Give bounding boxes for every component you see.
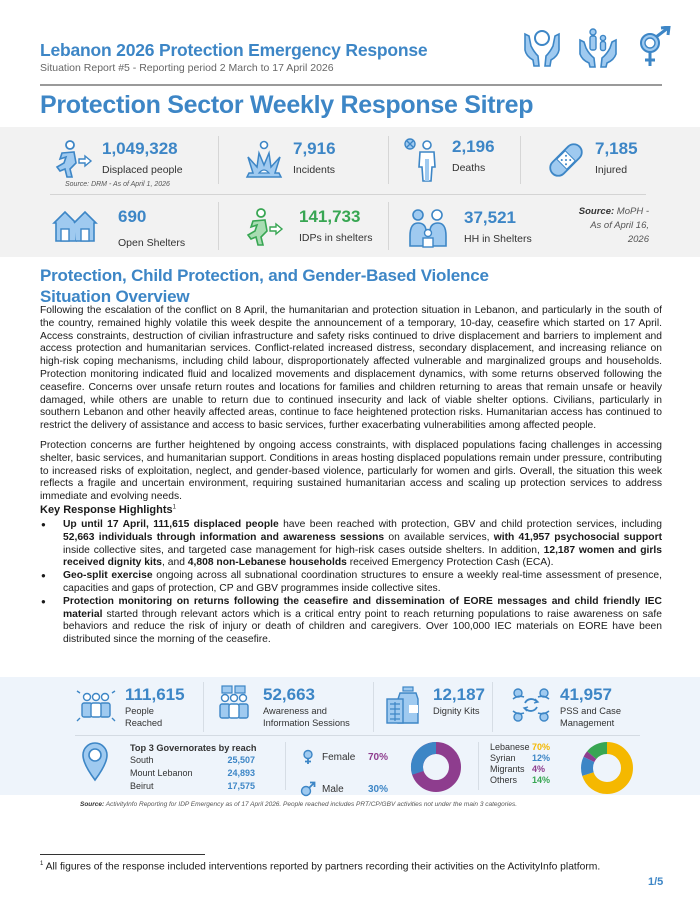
child-protection-hands-icon <box>576 26 620 68</box>
section-title <box>40 265 489 307</box>
text: have been reached with protection, GBV and child protection services, including <box>278 519 662 530</box>
governorate-row <box>130 754 256 767</box>
kpi-source-moph <box>575 205 649 247</box>
list-item <box>40 570 662 596</box>
kpi-value: 141,733 <box>299 207 361 226</box>
header-icons <box>520 26 676 68</box>
governorate-value: 25,507 <box>227 755 255 765</box>
nationality-label: Lebanese <box>490 742 530 752</box>
gender-symbol-icon <box>632 26 676 68</box>
bandage-icon <box>545 139 587 181</box>
governorate-value: 17,575 <box>227 780 255 791</box>
label-line: Awareness and <box>263 706 327 716</box>
bold-text: Geo-split exercise <box>63 570 153 582</box>
gender-breakdown <box>300 745 388 801</box>
kpi-label: Displaced people <box>102 164 183 176</box>
nationality-row <box>490 753 550 764</box>
report-subtitle: Situation Report #5 - Reporting period 2 March to 17 April 2026 <box>40 62 334 74</box>
response-value: 12,187 <box>433 685 485 704</box>
label-line: Information Sessions <box>263 717 350 728</box>
nationality-pct: 4% <box>532 764 546 774</box>
nationality-pct: 70% <box>532 742 551 752</box>
male-icon <box>300 781 316 797</box>
divider <box>218 136 219 184</box>
kpi-deaths <box>402 137 495 183</box>
response-label <box>263 706 350 729</box>
kpi-label: Incidents <box>293 164 336 176</box>
text: on available services, <box>384 531 494 543</box>
response-value: 111,615 <box>125 685 185 704</box>
family-icon <box>408 208 450 250</box>
response-row-divider <box>75 735 640 736</box>
kpi-label: Deaths <box>452 162 486 174</box>
female-icon <box>300 749 316 765</box>
divider <box>478 742 479 790</box>
label-line: People <box>125 706 154 716</box>
footnote <box>40 861 600 872</box>
governorate-name: Beirut <box>130 780 154 791</box>
nationality-donut-chart <box>580 741 634 795</box>
kpi-open-shelters <box>52 207 185 249</box>
pss-case-management-icon <box>510 685 552 725</box>
page-title: Protection Sector Weekly Response Sitrep <box>40 91 534 119</box>
text: ongoing across all subnational coordination structures to ensure a weekly real-time assessment of presence, capacities and gaps of protection, CP and GBV programmes inside collective sites. <box>63 570 662 594</box>
protection-hands-icon <box>520 26 564 68</box>
houses-icon <box>52 207 98 243</box>
response-label <box>125 706 185 729</box>
response-source <box>80 801 517 808</box>
kpi-value: 1,049,328 <box>102 139 178 158</box>
kpi-value: 37,521 <box>464 208 516 227</box>
governorate-name: South <box>130 755 154 765</box>
list-item <box>40 596 662 647</box>
kpi-label: Injured <box>595 164 628 176</box>
bold-text: 4,808 non-Lebanese households <box>187 557 347 569</box>
text: received Emergency Protection Cash (ECA). <box>346 557 554 569</box>
bold-text: 12,187 women and girls received dignity kits <box>63 544 662 569</box>
source-text: ActivityInfo Reporting for IDP Emergency as of 17 April 2026. People reached includes PRT/CP/GBV activities not under the main 3 categories. <box>104 801 518 808</box>
bold-text: 52,663 individuals through information and awareness sessions <box>63 531 385 543</box>
people-reached-icon <box>75 685 117 725</box>
text: inside collective sites, and targeted case management for high-risk cases outside shelters. In addition, <box>63 544 544 556</box>
nationality-row <box>490 764 550 775</box>
awareness-sessions-icon <box>213 685 255 725</box>
governorate-row <box>130 780 256 793</box>
overview-paragraph-1: Following the escalation of the conflict on 8 April, the humanitarian and protection situation in Lebanon, and particularly in the south of the country, remained highly volatile this week despite the announcement of a temporary, 10-day, ceasefire which started on 17 April. Access constraints, destruction of civilian infrastructure and safety risks continued to drive displacement and barriers to implement and access protection and humanitarian services. Conflict-related increased distress, secondary displacement, and increasing reliance on high-risk coping mechanisms, including child labour, disproportionately affected vulnerable and marginalized groups and households. Protection monitoring indicated fluid and localized movements and displacement dynamics, with some returns observed following the ceasefire. Concerns over unsafe return routes and locations for families and children returning to areas that remain unsafe or heavily damaged, while others are unable to return due to continued insecurity and lack of viable shelter options. Civilians, particularly in southern Lebanon and other heavily affected areas, continue to face heightened protection risks. Humanitarian access has continued to restrict the delivery of assistance and access to basic services, further exacerbating vulnerabilities among affected people. <box>40 305 662 432</box>
gender-row-male <box>300 777 388 801</box>
footnote-divider <box>40 854 205 855</box>
explosion-icon <box>243 139 285 181</box>
text: started through relevant actors which is a critical entry point to reach returning populations to raise awareness on safe behaviors and reduce the risk of injury or death of children and caregivers. Over 100,000 IEC materials on EORE have been distributed since the morning of the ceasefire. <box>63 608 662 646</box>
highlights-title <box>40 504 176 516</box>
idp-person-icon <box>243 207 285 249</box>
kpi-idps-shelters <box>243 207 373 249</box>
kpi-label: Open Shelters <box>118 237 186 249</box>
kpi-value: 7,916 <box>293 139 336 158</box>
response-pss <box>510 685 621 729</box>
header-divider <box>40 84 662 86</box>
response-label <box>560 706 621 729</box>
label-line: Reached <box>125 717 163 728</box>
divider <box>285 742 286 790</box>
section-title-line2: Situation Overview <box>40 287 190 306</box>
nationality-label: Others <box>490 775 518 785</box>
kpi-displaced <box>52 139 183 181</box>
highlights-list <box>40 519 662 647</box>
response-people-reached <box>75 685 185 729</box>
bold-text: Up until 17 April, 111,615 displaced people <box>63 519 279 530</box>
bold-text: Protection monitoring on returns following the ceasefire and dissemination of EORE messages and child friendly IEC material <box>63 595 662 620</box>
footnote-ref[interactable]: 1 <box>172 504 176 511</box>
text: , and <box>162 557 188 569</box>
kpi-label: HH in Shelters <box>464 233 532 245</box>
section-title-line1: Protection, Child Protection, and Gender-Based Violence <box>40 266 489 285</box>
divider <box>520 136 521 184</box>
source-label: Source: <box>578 206 615 217</box>
label-line: PSS and Case <box>560 706 621 716</box>
governorate-name: Mount Lebanon <box>130 767 193 778</box>
nationality-label: Migrants <box>490 764 525 774</box>
response-label <box>433 706 485 718</box>
source-text: MoPH - As of April 16, 2026 <box>590 206 649 245</box>
kpi-hh-shelters <box>408 208 532 250</box>
governorates-table <box>130 743 256 792</box>
governorate-row <box>130 767 256 780</box>
footnote-number: 1 <box>40 861 44 867</box>
location-pin-icon <box>82 742 108 782</box>
footnote-text: All figures of the response included interventions reported by partners recording their activities on the ActivityInfo platform. <box>43 861 601 873</box>
highlights-title-text: Key Response Highlights <box>40 504 173 516</box>
death-person-icon <box>402 137 444 183</box>
divider <box>388 136 389 184</box>
kpi-incidents <box>243 139 336 181</box>
source-label: Source: <box>80 801 105 808</box>
response-awareness <box>213 685 350 729</box>
response-dignity-kits <box>383 685 485 725</box>
label-line: Dignity Kits <box>433 706 480 716</box>
divider <box>492 682 493 732</box>
kpi-row-divider <box>50 194 646 195</box>
bold-text: with 41,957 psychosocial support <box>493 531 663 543</box>
gender-pct: 30% <box>368 783 389 795</box>
nationality-pct: 12% <box>532 753 551 763</box>
governorates-title: Top 3 Governorates by reach <box>130 743 257 753</box>
kpi-label: IDPs in shelters <box>299 232 373 244</box>
response-value: 41,957 <box>560 685 612 704</box>
kpi-source-drm: Source: DRM - As of April 1, 2026 <box>65 181 170 188</box>
divider <box>388 202 389 250</box>
page-number: 1/5 <box>648 876 664 888</box>
label-line: Management <box>560 717 615 728</box>
kpi-value: 690 <box>118 207 147 226</box>
nationality-row <box>490 775 550 786</box>
divider <box>218 202 219 250</box>
kpi-injured <box>545 139 638 181</box>
gender-donut-chart <box>410 741 462 793</box>
nationality-label: Syrian <box>490 753 516 763</box>
dignity-kit-icon <box>383 685 425 725</box>
gender-pct: 70% <box>368 751 389 763</box>
response-value: 52,663 <box>263 685 315 704</box>
gender-label: Male <box>322 783 344 795</box>
displaced-person-icon <box>52 139 94 181</box>
kpi-value: 7,185 <box>595 139 638 158</box>
nationality-row <box>490 742 550 753</box>
divider <box>203 682 204 732</box>
gender-row-female <box>300 745 388 769</box>
list-item <box>40 519 662 570</box>
report-title: Lebanon 2026 Protection Emergency Response <box>40 40 428 60</box>
governorate-value: 24,893 <box>227 767 255 778</box>
nationality-breakdown <box>490 742 550 786</box>
overview-paragraph-2: Protection concerns are further heightened by ongoing access constraints, with displaced populations facing challenges in accessing shelter, basic services, and humanitarian support. Conditions in areas hosting displaced populations remain under pressure, contributing to increased risks of exploitation, neglect, and gender-based violence, particularly for women and girls. Overall, the situation this week reflects a fragile and uncertain environment, requiring sustained humanitarian access and scaling up protection services to address immediate and evolving needs. <box>40 440 662 503</box>
kpi-value: 2,196 <box>452 137 495 156</box>
nationality-pct: 14% <box>532 775 551 785</box>
gender-label: Female <box>322 751 356 763</box>
divider <box>373 682 374 732</box>
